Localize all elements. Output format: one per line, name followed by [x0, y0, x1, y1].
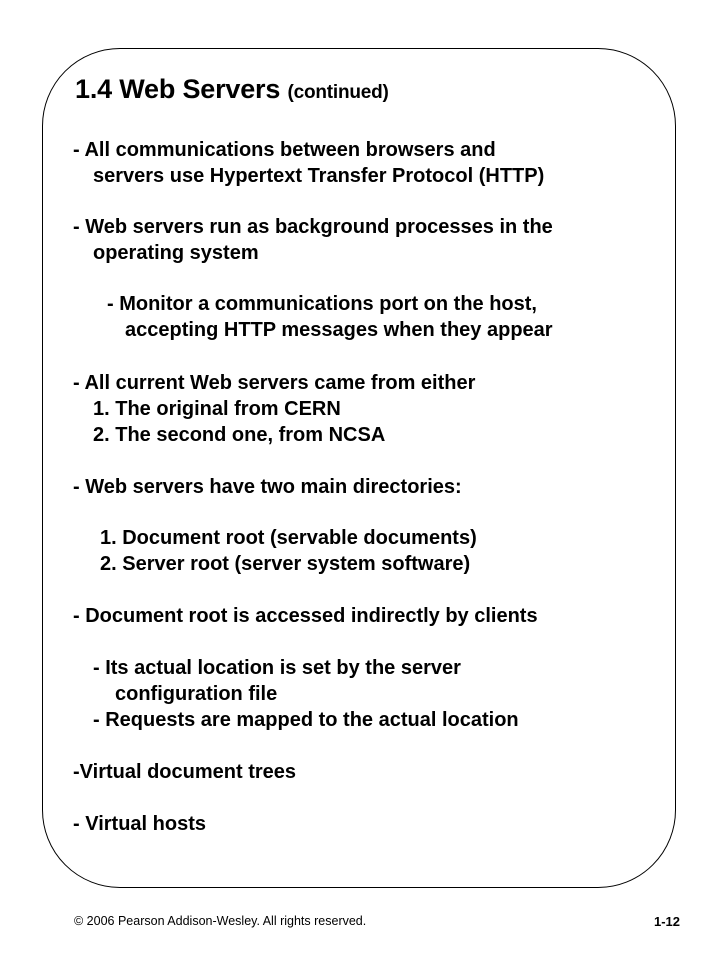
bullet-virtual-hosts: - Virtual hosts — [73, 813, 206, 835]
slide-title — [75, 74, 389, 105]
copyright-notice: © 2006 Pearson Addison-Wesley. All rights reserved. — [74, 914, 367, 928]
directory-item-server-root: 2. Server root (server system software) — [100, 553, 471, 575]
sub-bullet-location-line-1: - Its actual location is set by the server — [93, 657, 461, 679]
bullet-virtual-trees: -Virtual document trees — [73, 761, 297, 783]
sub-bullet-monitor-line-2: accepting HTTP messages when they appear — [125, 319, 553, 341]
slide-title-suffix: (continued) — [287, 82, 389, 103]
bullet-directories: - Web servers have two main directories: — [73, 476, 462, 498]
bullet-http-line-1: - All communications between browsers and — [73, 139, 496, 161]
slide-number: 1-12 — [653, 914, 680, 929]
slide-title-text: 1.4 Web Servers — [75, 74, 281, 104]
origin-item-ncsa: 2. The second one, from NCSA — [93, 424, 386, 446]
sub-bullet-monitor-line-1: - Monitor a communications port on the host, — [107, 293, 537, 315]
bullet-document-root: - Document root is accessed indirectly by clients — [73, 605, 538, 627]
bullet-background-line-1: - Web servers run as background processes in the — [73, 216, 553, 238]
bullet-http-line-2: servers use Hypertext Transfer Protocol (HTTP) — [93, 165, 545, 187]
sub-bullet-requests: - Requests are mapped to the actual location — [93, 709, 519, 731]
directory-item-document-root: 1. Document root (servable documents) — [100, 527, 477, 549]
sub-bullet-location-line-2: configuration file — [115, 683, 278, 705]
bullet-background-line-2: operating system — [93, 242, 259, 264]
origin-item-cern: 1. The original from CERN — [93, 398, 341, 420]
bullet-origins: - All current Web servers came from either — [73, 372, 476, 394]
